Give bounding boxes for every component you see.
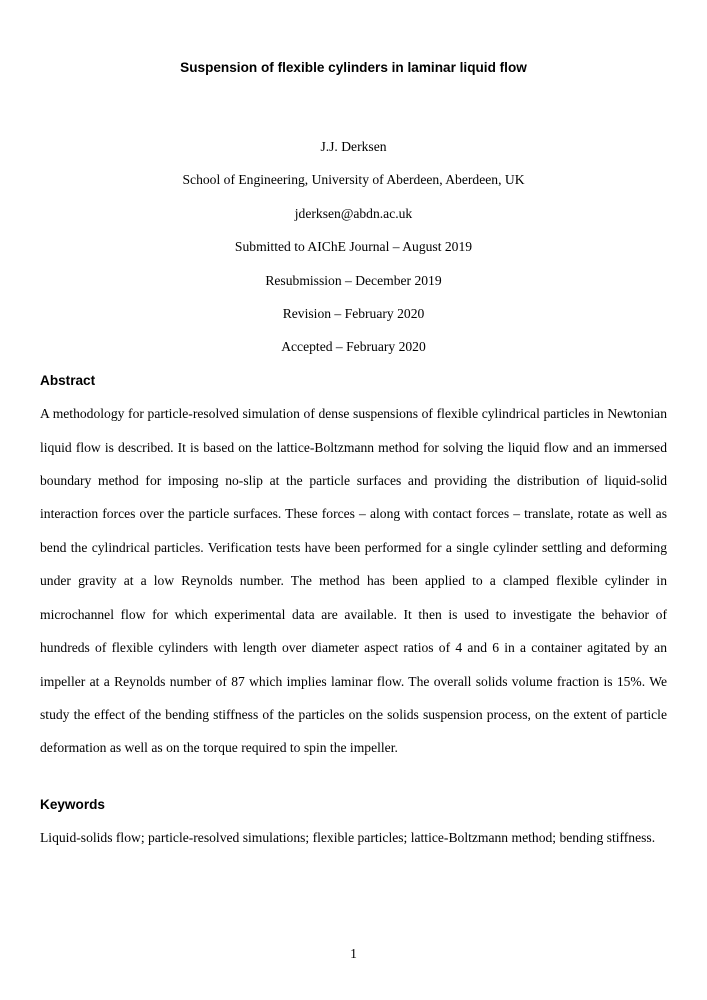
page-number: 1 [350,946,357,961]
submission-line-revision: Revision – February 2020 [282,306,425,322]
abstract-text: A methodology for particle-resolved simulation of dense suspensions of flexible cylindrical particles in Newtonian liquid flow is described. It is based on the lattice-Boltzmann method for solving the liquid flow and an immersed boundary method for imposing no-slip at the particle surfaces and providing the distribution of liquid-solid interaction forces over the particle surfaces. These forces – along with contact forces – translate, rotate as well as bend the cylindrical particles. Verification tests have been performed for a single cylinder settling and deforming under gravity at a low Reynolds number. The method has been applied to a clamped flexible cylinder in microchannel flow for which experimental data are available. It then is used to investigate the behavior of hundreds of flexible cylinders with length over diameter aspect ratios of 4 and 6 in a container agitated by an impeller at a Reynolds number of 87 which implies laminar flow. The overall solids volume fraction is 15%. We study the effect of the bending stiffness of the particles on the solids suspension process, on the extent of particle deformation as well as on the torque required to spin the impeller. [40,406,667,756]
keywords-heading: Keywords [40,796,105,812]
author-affiliation: School of Engineering, University of Aberdeen, Aberdeen, UK [182,172,525,188]
submission-line-submitted: Submitted to AIChE Journal – August 2019 [234,239,473,255]
front-matter [40,130,667,364]
author-email: jderksen@abdn.ac.uk [294,205,413,221]
paper-title: Suspension of flexible cylinders in laminar liquid flow [180,60,527,75]
submission-line-resubmission: Resubmission – December 2019 [265,272,442,288]
abstract-heading: Abstract [40,372,96,388]
submission-line-accepted: Accepted – February 2020 [281,339,426,355]
author-name: J.J. Derksen [320,139,387,154]
keywords-text: Liquid-solids flow; particle-resolved simulations; flexible particles; lattice-Boltzmann method; bending stiffness. [40,830,656,846]
